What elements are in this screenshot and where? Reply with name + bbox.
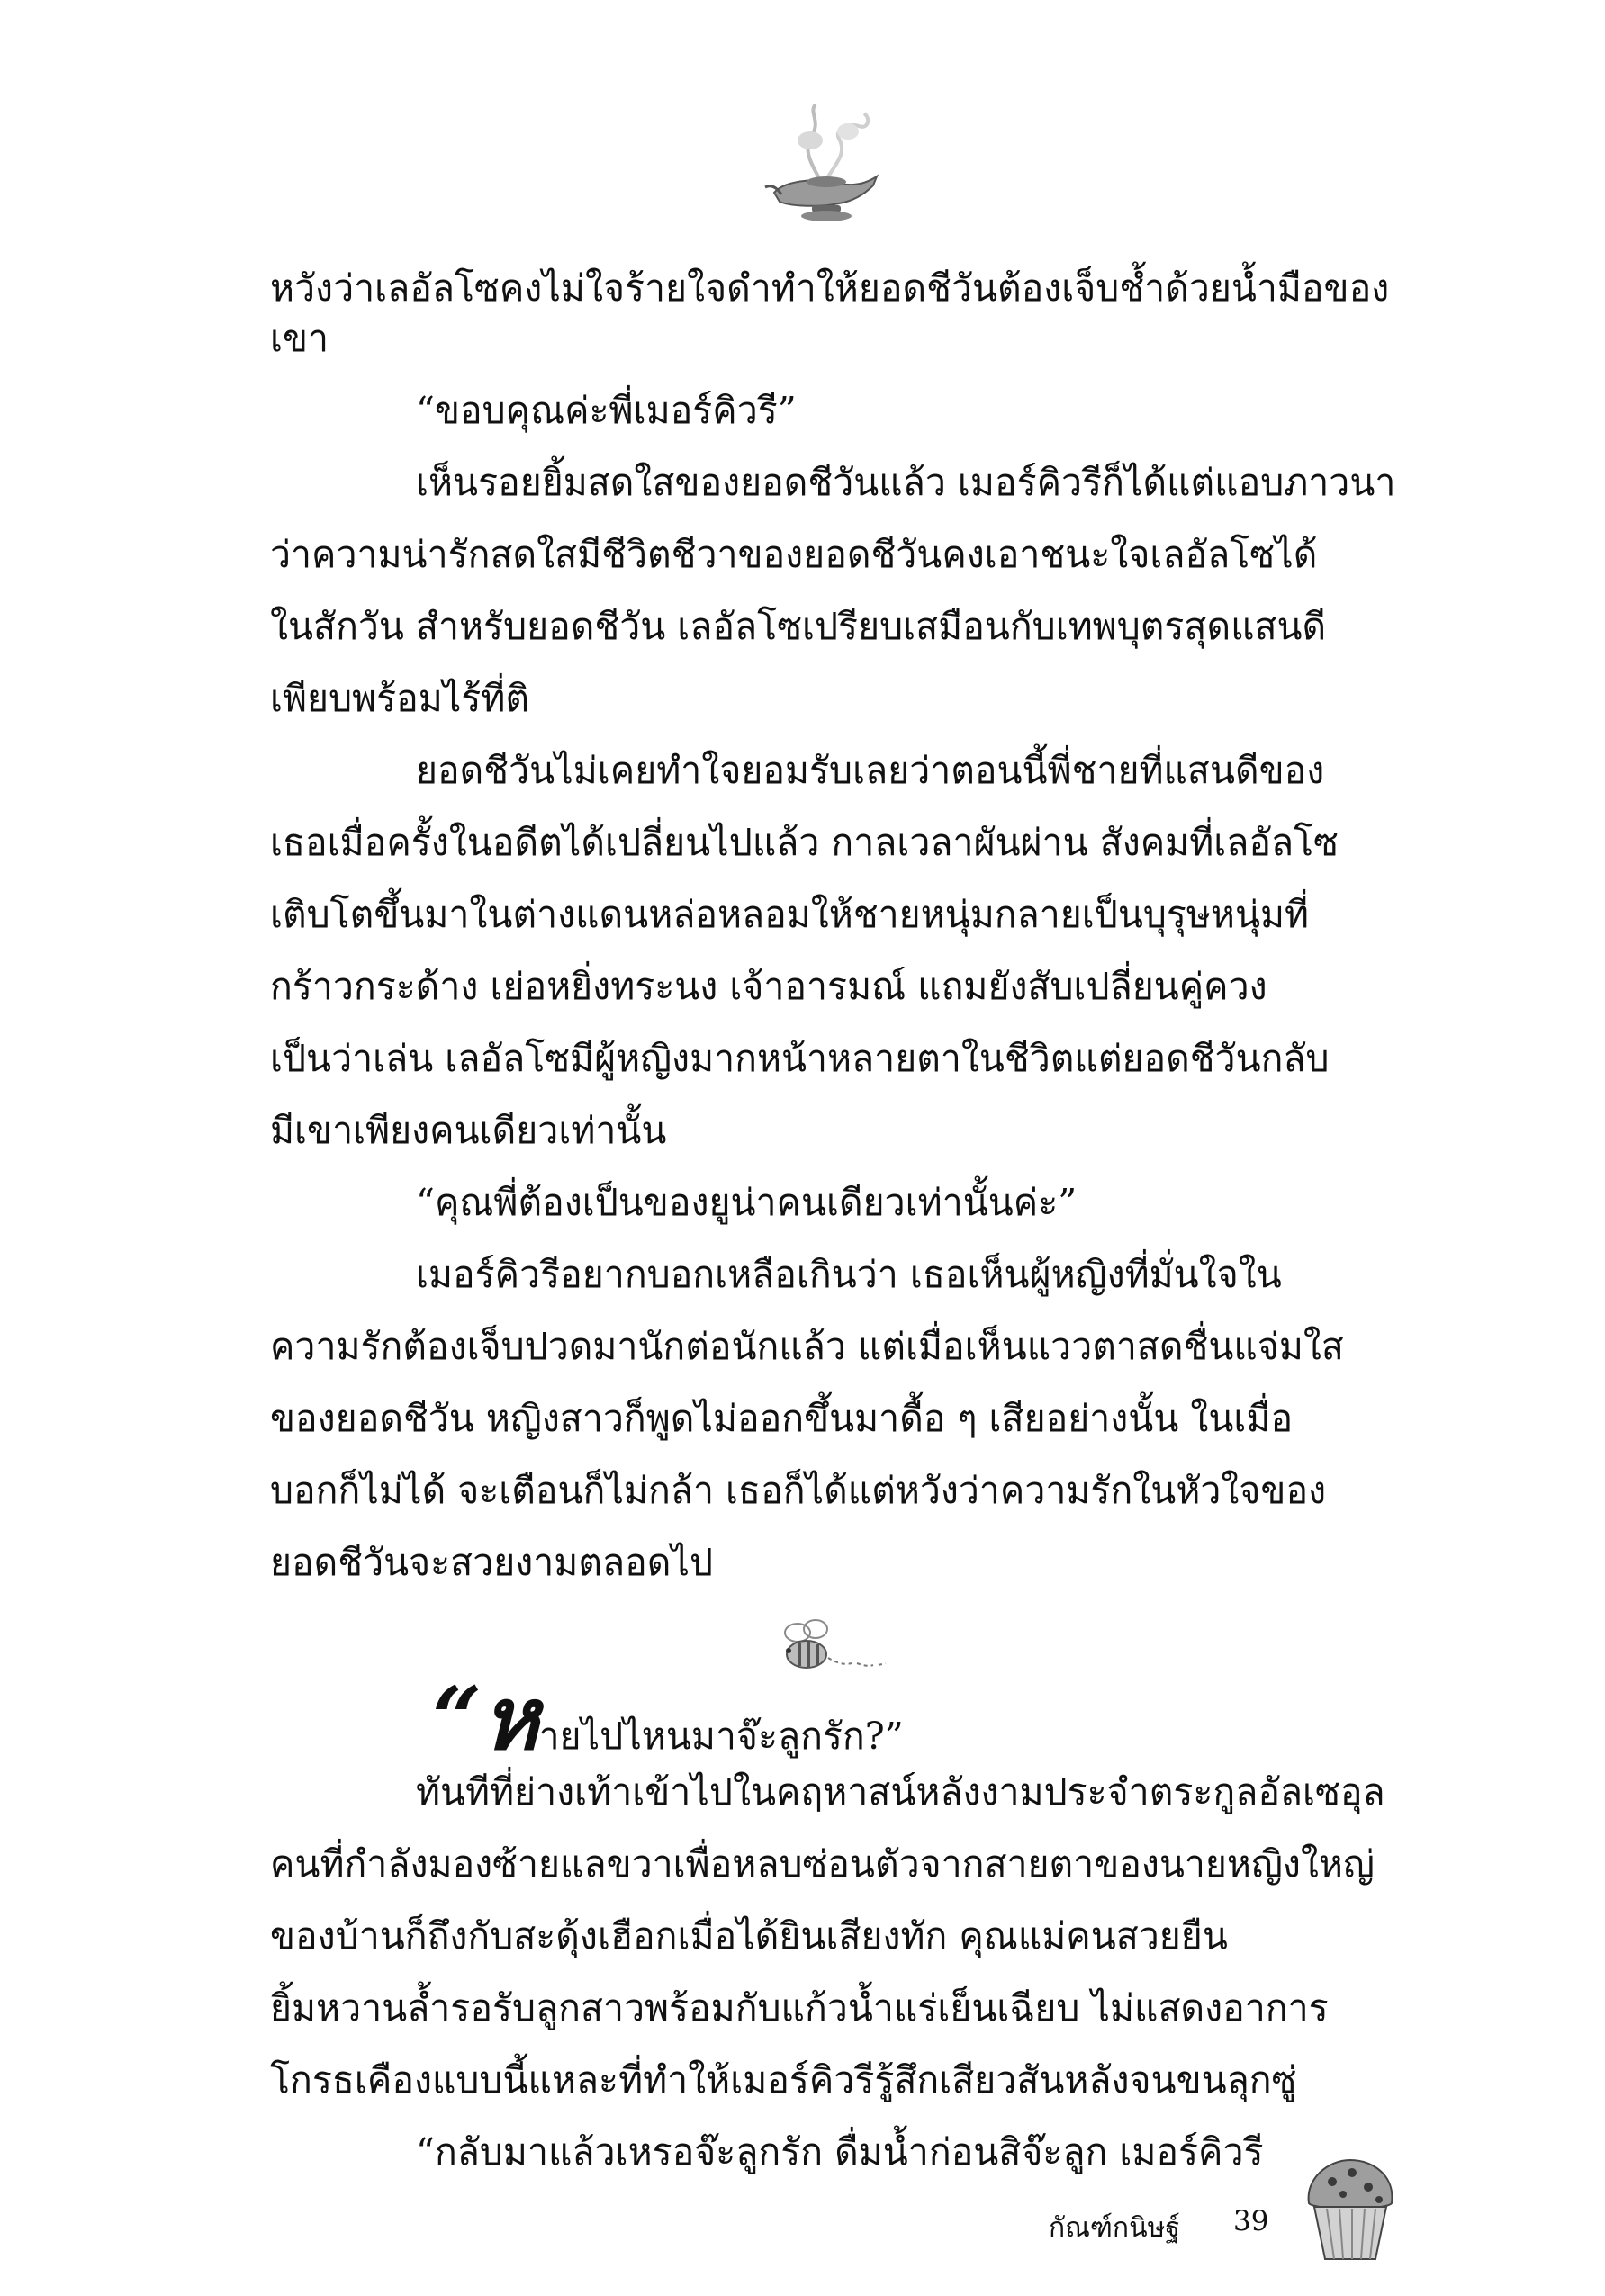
author-name: กัณฑ์กนิษฐ์ <box>1049 2212 1180 2244</box>
text-line: คนที่กำลังมองซ้ายแลขวาเพื่อหลบซ่อนตัวจากสายตาของนายหญิงใหญ่ <box>270 1842 1375 1886</box>
page-number: 39 <box>1233 2205 1269 2237</box>
text-line: เห็นรอยยิ้มสดใสของยอดชีวันแล้ว เมอร์คิวรีก็ได้แต่แอบภาวนา <box>416 461 1396 504</box>
text-line: หวังว่าเลอัลโซคงไม่ใจร้ายใจดำทำให้ยอดชีวันต้องเจ็บช้ำด้วยน้ำมือของ <box>270 266 1390 310</box>
drop-cap: ห <box>482 1668 539 1769</box>
text-line: กร้าวกระด้าง เย่อหยิ่งทระนง เจ้าอารมณ์ แถมยังสับเปลี่ยนคู่ควง <box>270 965 1267 1008</box>
text-line: ยิ้มหวานล้ำรอรับลูกสาวพร้อมกับแก้วน้ำแร่เย็นเฉียบ ไม่แสดงอาการ <box>270 1986 1329 2030</box>
text-line: ความรักต้องเจ็บปวดมานักต่อนักแล้ว แต่เมื่อเห็นแววตาสดชื่นแจ่มใส <box>270 1325 1344 1368</box>
text-line: ในสักวัน สำหรับยอดชีวัน เลอัลโซเปรียบเสมือนกับเทพบุตรสุดแสนดี <box>270 605 1327 648</box>
text-line: โกรธเคืองแบบนี้แหละที่ทำให้เมอร์คิวรีรู้สึกเสียวสันหลังจนขนลุกซู่ <box>270 2058 1297 2102</box>
text-line: เติบโตขึ้นมาในต่างแดนหล่อหลอมให้ชายหนุ่มกลายเป็นบุรุษหนุ่มที่ <box>270 893 1310 936</box>
text-line: มีเขาเพียงคนเดียวเท่านั้น <box>270 1109 667 1152</box>
text-line: ยอดชีวันไม่เคยทำใจยอมรับเลยว่าตอนนี้พี่ชายที่แสนดีของ <box>416 749 1325 792</box>
text-line: ทันทีที่ย่างเท้าเข้าไปในคฤหาสน์หลังงามประจำตระกูลอัลเซอุล <box>416 1770 1385 1814</box>
genie-lamp-icon <box>756 99 891 225</box>
text-line: ยอดชีวันจะสวยงามตลอดไป <box>270 1541 713 1584</box>
text-line: เธอเมื่อครั้งในอดีตได้เปลี่ยนไปแล้ว กาลเวลาผันผ่าน สังคมที่เลอัลโซ <box>270 821 1339 864</box>
text-line: เมอร์คิวรีอยากบอกเหลือเกินว่า เธอเห็นผู้หญิงที่มั่นใจใน <box>416 1253 1282 1296</box>
text-line: ของบ้านก็ถึงกับสะดุ้งเฮือกเมื่อได้ยินเสียงทัก คุณแม่คนสวยยืน <box>270 1914 1228 1958</box>
muffin-icon <box>1296 2151 1404 2268</box>
open-quote: “ <box>432 1668 482 1769</box>
text-line: ของยอดชีวัน หญิงสาวก็พูดไม่ออกขึ้นมาดื้อ ๆ เสียอย่างนั้น ในเมื่อ <box>270 1397 1294 1440</box>
text-line: เพียบพร้อมไร้ที่ติ <box>270 677 530 720</box>
text-line: ว่าความน่ารักสดใสมีชีวิตชีวาของยอดชีวันคงเอาชนะใจเลอัลโซได้ <box>270 533 1318 576</box>
dialogue-line: “กลับมาแล้วเหรอจ๊ะลูกรัก ดื่มน้ำก่อนสิจ๊ะลูก เมอร์คิวรี <box>416 2130 1264 2174</box>
chapter-opening-text: ายไปไหนมาจ๊ะลูกรัก?” <box>538 1715 904 1758</box>
text-line: เป็นว่าเล่น เลอัลโซมีผู้หญิงมากหน้าหลายตาในชีวิตแต่ยอดชีวันกลับ <box>270 1037 1330 1080</box>
text-line: บอกก็ไม่ได้ จะเตือนก็ไม่กล้า เธอก็ได้แต่หวังว่าความรักในหัวใจของ <box>270 1469 1327 1512</box>
dialogue-line: “ขอบคุณค่ะพี่เมอร์คิวรี” <box>416 389 797 432</box>
text-line: เขา <box>270 317 329 360</box>
dialogue-line: “คุณพี่ต้องเป็นของยูน่าคนเดียวเท่านั้นค่ะ” <box>416 1181 1078 1224</box>
